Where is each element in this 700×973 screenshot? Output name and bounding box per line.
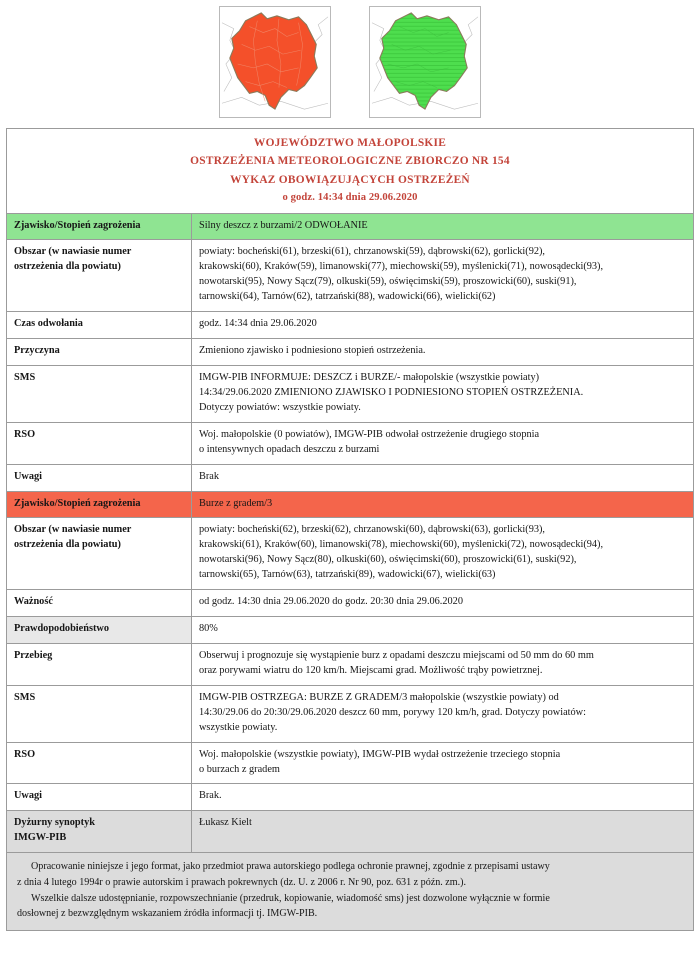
warning1-uwagi-value: Brak xyxy=(192,464,694,491)
warning2-rso-l2: o burzach z gradem xyxy=(199,763,280,775)
warning1-area-value xyxy=(192,240,694,312)
warning2-uwagi-value: Brak. xyxy=(192,784,694,811)
warning1-sms-value xyxy=(192,366,694,423)
warning2-przebieg-row xyxy=(7,644,694,686)
warnings-table xyxy=(6,128,694,853)
warning2-sms-l2: 14:30/29.06 do 20:30/29.06.2020 deszcz 60 mm, porywy 120 km/h, grad. Dotyczy powiatów: xyxy=(199,706,586,718)
duty-synoptician-label-l1: Dyżurny synoptyk xyxy=(14,817,95,829)
warning1-czas-row xyxy=(7,312,694,339)
warning2-waznosc-label: Ważność xyxy=(7,590,192,617)
footer-line-4: dosłownej z bezwzględnym wskazaniem źródła informacji tj. IMGW-PIB. xyxy=(17,908,318,920)
warning1-phenomenon-row xyxy=(7,213,694,240)
warning1-area-l2: krakowski(60), Kraków(59), limanowski(77), miechowski(59), myślenicki(71), nowosądecki(93), xyxy=(199,261,604,273)
warning1-sms-l1: IMGW-PIB INFORMUJE: DESZCZ i BURZE/- małopolskie (wszystkie powiaty) xyxy=(199,372,540,384)
warning1-rso-l2: o intensywnych opadach deszczu z burzami xyxy=(199,443,380,455)
warning2-sms-label: SMS xyxy=(7,685,192,742)
warning2-phenomenon-value: Burze z gradem/3 xyxy=(192,491,694,518)
warning2-rso-label: RSO xyxy=(7,742,192,784)
title-row xyxy=(7,129,694,214)
duty-synoptician-row xyxy=(7,811,694,853)
warning2-area-label-l2: ostrzeżenia dla powiatu) xyxy=(14,539,121,551)
warning1-rso-row xyxy=(7,422,694,464)
warning2-area-l3: nowotarski(96), Nowy Sącz(80), olkuski(60), oświęcimski(60), proszowicki(61), suski(92), xyxy=(199,554,577,566)
title-line-1: WOJEWÓDZTWO MAŁOPOLSKIE xyxy=(253,137,447,149)
warning1-area-label xyxy=(7,240,192,312)
warning1-czas-value: godz. 14:34 dnia 29.06.2020 xyxy=(192,312,694,339)
warning1-sms-l3: Dotyczy powiatów: wszystkie powiaty. xyxy=(199,401,361,413)
warning1-uwagi-row xyxy=(7,464,694,491)
warning2-uwagi-row xyxy=(7,784,694,811)
title-line-2: OSTRZEŻENIA METEOROLOGICZNE ZBIORCZO NR 154 xyxy=(190,155,510,168)
warning2-area-l1: powiaty: bocheński(62), brzeski(62), chrzanowski(60), dąbrowski(63), gorlicki(93), xyxy=(199,524,545,536)
duty-synoptician-label xyxy=(7,811,192,853)
footer-line-3: Wszelkie dalsze udostępnianie, rozpowszechnianie (przedruk, kopiowanie, wiadomość sms) jest dozwolone wyłącznie w formie xyxy=(31,892,550,904)
warning1-sms-label: SMS xyxy=(7,366,192,423)
warning1-area-l1: powiaty: bocheński(61), brzeski(61), chrzanowski(59), dąbrowski(62), gorlicki(92), xyxy=(199,246,545,258)
warning2-przebieg-l1: Obserwuj i prognozuje się wystąpienie burz z opadami deszczu miejscami od 50 mm do 60 mm xyxy=(199,650,594,661)
warning1-przyczyna-row xyxy=(7,339,694,366)
warning2-rso-row xyxy=(7,742,694,784)
warning2-waznosc-value: od godz. 14:30 dnia 29.06.2020 do godz. 20:30 dnia 29.06.2020 xyxy=(192,590,694,617)
maps-strip xyxy=(0,0,700,128)
warning2-area-row xyxy=(7,518,694,590)
warning1-area-row xyxy=(7,240,694,312)
warning2-area-l2: krakowski(61), Kraków(60), limanowski(78), miechowski(60), myślenicki(72), nowosądecki(94), xyxy=(199,539,604,551)
warning2-przebieg-l2: oraz porywami wiatru do 120 km/h. Miejscami grad. Możliwość trąby powietrznej. xyxy=(199,664,543,676)
warning1-area-label-l1: Obszar (w nawiasie numer xyxy=(14,246,132,258)
warning1-phenomenon-value: Silny deszcz z burzami/2 ODWOŁANIE xyxy=(192,213,694,240)
title-line-3: WYKAZ OBOWIĄZUJĄCYCH OSTRZEŻEŃ xyxy=(230,173,470,186)
warning2-phenomenon-row xyxy=(7,491,694,518)
document-title-block xyxy=(7,129,694,214)
warning2-sms-row xyxy=(7,685,694,742)
warning1-area-l3: nowotarski(95), Nowy Sącz(79), olkuski(59), oświęcimski(59), proszowicki(60), suski(91), xyxy=(199,276,577,288)
malopolskie-map-red-svg xyxy=(220,7,330,117)
warning2-prawdopodobienstwo-value: 80% xyxy=(192,617,694,644)
warning2-rso-l1: Woj. małopolskie (wszystkie powiaty), IMGW-PIB wydał ostrzeżenie trzeciego stopnia xyxy=(199,748,561,760)
warning1-rso-label: RSO xyxy=(7,422,192,464)
warning2-przebieg-label: Przebieg xyxy=(7,644,192,686)
warning2-prawdopodobienstwo-row xyxy=(7,617,694,644)
warning1-phenomenon-label: Zjawisko/Stopień zagrożenia xyxy=(7,213,192,240)
duty-synoptician-label-l2: IMGW-PIB xyxy=(14,832,67,844)
warning1-rso-l1: Woj. małopolskie (0 powiatów), IMGW-PIB odwołał ostrzeżenie drugiego stopnia xyxy=(199,428,540,440)
warning1-przyczyna-label: Przyczyna xyxy=(7,339,192,366)
warning1-rso-value xyxy=(192,422,694,464)
warning2-area-label-l1: Obszar (w nawiasie numer xyxy=(14,524,132,536)
map-left-red xyxy=(219,6,331,118)
footer-line-1: Opracowanie niniejsze i jego format, jako przedmiot prawa autorskiego podlega ochronie prawnej, zgodnie z przepisami ustawy xyxy=(31,861,550,873)
warning1-area-label-l2: ostrzeżenia dla powiatu) xyxy=(14,261,121,273)
warning1-przyczyna-value: Zmieniono zjawisko i podniesiono stopień ostrzeżenia. xyxy=(192,339,694,366)
warning1-uwagi-label: Uwagi xyxy=(7,464,192,491)
warning1-sms-l2: 14:34/29.06.2020 ZMIENIONO ZJAWISKO I PODNIESIONO STOPIEŃ OSTRZEŻENIA. xyxy=(199,386,584,398)
warning2-area-label xyxy=(7,518,192,590)
warning2-waznosc-row xyxy=(7,590,694,617)
warning2-sms-l3: wszystkie powiaty. xyxy=(199,721,278,733)
warning2-uwagi-label: Uwagi xyxy=(7,784,192,811)
copyright-footer xyxy=(6,853,694,931)
title-line-4-timestamp: o godz. 14:34 dnia 29.06.2020 xyxy=(282,192,418,204)
warning2-prawdopodobienstwo-label: Prawdopodobieństwo xyxy=(7,617,192,644)
warning2-area-value xyxy=(192,518,694,590)
warning2-rso-value xyxy=(192,742,694,784)
warning2-przebieg-value xyxy=(192,644,694,686)
malopolskie-map-green-svg xyxy=(370,7,480,117)
map-right-green xyxy=(369,6,481,118)
warning1-area-l4: tarnowski(64), Tarnów(62), tatrzański(88), wadowicki(66), wielicki(62) xyxy=(199,291,496,303)
warning2-sms-value xyxy=(192,685,694,742)
warning2-area-l4: tarnowski(65), Tarnów(63), tatrzański(89), wadowicki(67), wielicki(63) xyxy=(199,569,496,581)
duty-synoptician-value: Łukasz Kielt xyxy=(192,811,694,853)
footer-line-2: z dnia 4 lutego 1994r o prawie autorskim i prawach pokrewnych (dz. U. z 2006 r. Nr 90, poz. 631 z późn. zm.). xyxy=(17,876,467,888)
warning1-sms-row xyxy=(7,366,694,423)
warning2-sms-l1: IMGW-PIB OSTRZEGA: BURZE Z GRADEM/3 małopolskie (wszystkie powiaty) od xyxy=(199,691,559,703)
warning1-czas-label: Czas odwołania xyxy=(7,312,192,339)
warning2-phenomenon-label: Zjawisko/Stopień zagrożenia xyxy=(7,491,192,518)
